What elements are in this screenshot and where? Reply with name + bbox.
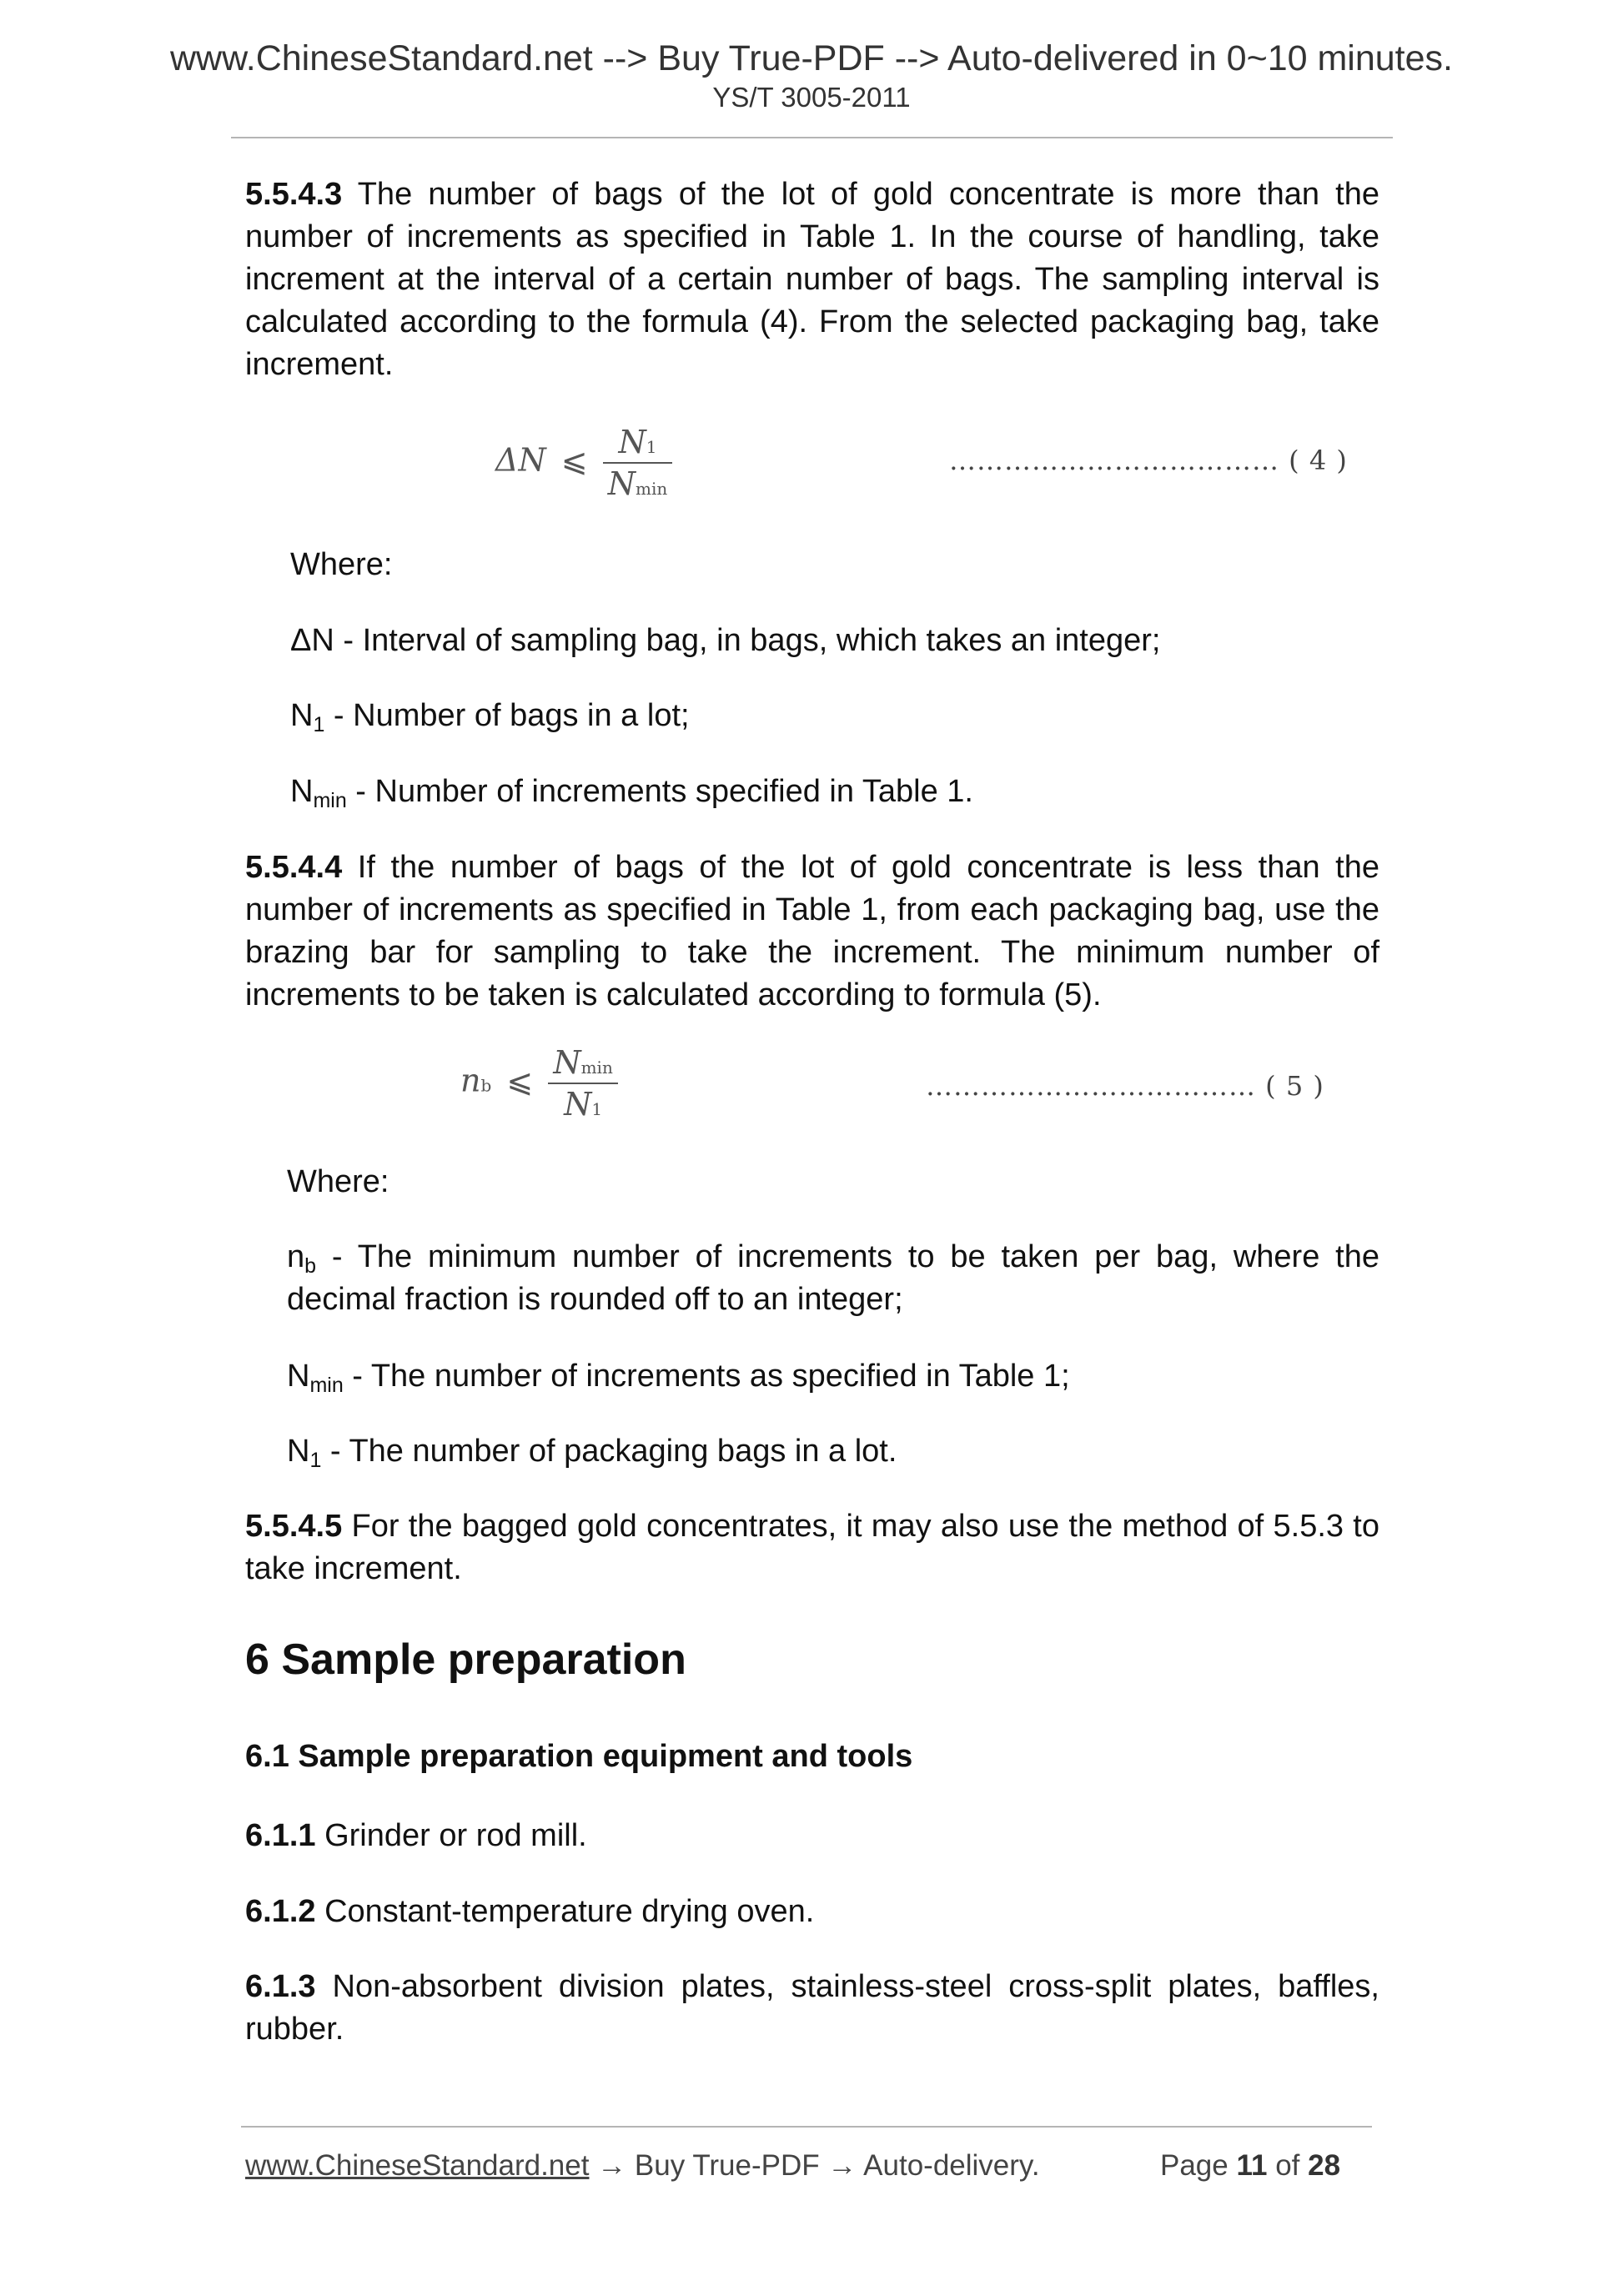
where-label-4: Where: [290, 547, 393, 582]
formula-fraction [603, 424, 673, 502]
standard-number: YS/T 3005-2011 [712, 82, 911, 113]
clause-number: 6.1.1 [245, 1818, 316, 1853]
definition-nmin-5 [287, 1355, 1379, 1398]
symbol-subscript: b [304, 1254, 317, 1278]
symbol: n [287, 1239, 305, 1274]
clause-text: Grinder or rod mill. [324, 1818, 587, 1853]
leader-dots: ……………………………… [949, 445, 1279, 476]
formula-4-leader [949, 445, 1348, 476]
symbol-subscript: min [309, 1374, 344, 1397]
fraction-denominator: N [607, 465, 636, 502]
formula-lhs: ΔN [495, 441, 546, 479]
symbol-subscript: 1 [309, 1449, 322, 1472]
clause-6-1-1 [245, 1815, 1379, 1857]
symbol-subscript: 1 [313, 713, 325, 736]
clause-text: Non-absorbent division plates, stainless-steel cross-split plates, baffles, rubber. [245, 1969, 1379, 2047]
denominator-subscript: 1 [591, 1099, 603, 1119]
leq-symbol: ⩽ [506, 1062, 534, 1099]
definition-text: - Number of increments specified in Table 1. [346, 774, 973, 809]
clause-number: 5.5.4.3 [245, 177, 343, 212]
definition-text: - Number of bags in a lot; [324, 698, 690, 733]
page-indicator [1160, 2149, 1340, 2183]
footer-nav-text: → Buy True-PDF → Auto-delivery. [589, 2149, 1040, 2182]
clause-5-5-4-5 [245, 1505, 1379, 1590]
formula-fraction [548, 1044, 618, 1123]
clause-number: 6.1.2 [245, 1894, 316, 1929]
fraction-numerator: N [618, 424, 646, 460]
header-divider [231, 137, 1393, 138]
formula-number: ( 4 ) [1289, 445, 1348, 476]
definition-text: - The minimum number of increments to be taken per bag, where the decimal fraction is rounded off to an integer; [287, 1239, 1379, 1317]
footer-left [245, 2149, 1040, 2183]
definition-nb [287, 1236, 1379, 1321]
header-banner: www.ChineseStandard.net --> Buy True-PDF --> Auto-delivered in 0~10 minutes. [169, 38, 1453, 78]
denominator-subscript: min [635, 479, 668, 499]
definition-text: - The number of packaging bags in a lot. [321, 1434, 897, 1469]
page-word: Page [1160, 2149, 1229, 2182]
subsection-heading: 6.1 Sample preparation equipment and tools [245, 1739, 913, 1774]
formula-number: ( 5 ) [1265, 1070, 1324, 1102]
numerator-subscript: min [580, 1058, 613, 1078]
definition-text: - Interval of sampling bag, in bags, which takes an integer; [334, 623, 1161, 658]
clause-text: For the bagged gold concentrates, it may also use the method of 5.5.3 to take increment. [245, 1509, 1379, 1586]
symbol: N [290, 698, 314, 733]
formula-5 [460, 1044, 618, 1123]
clause-text: Constant-temperature drying oven. [324, 1894, 815, 1929]
fraction-denominator: N [564, 1086, 592, 1123]
clause-number: 5.5.4.4 [245, 850, 343, 885]
clause-text: The number of bags of the lot of gold concentrate is more than the number of increments as specified in Table 1. In the course of handling, take increment at the interval of a certain number of bags. The sampling interval is calculated according to the formula (4). From the selected packaging bag, take increment. [245, 177, 1379, 382]
definition-delta-n [290, 620, 1379, 662]
clause-6-1-3 [245, 1966, 1379, 2051]
definition-text: - The number of increments as specified in Table 1; [343, 1359, 1070, 1394]
symbol: N [287, 1434, 310, 1469]
page-number: 11 [1236, 2149, 1268, 2182]
formula-4 [495, 424, 672, 502]
numerator-subscript: 1 [646, 437, 657, 457]
leq-symbol: ⩽ [560, 441, 588, 479]
clause-6-1-2 [245, 1891, 1379, 1933]
lhs-subscript: b [480, 1075, 492, 1096]
formula-5-leader [926, 1070, 1324, 1102]
clause-5-5-4-4 [245, 847, 1379, 1017]
symbol: N [287, 1359, 310, 1394]
clause-5-5-4-3 [245, 173, 1379, 386]
symbol-subscript: min [313, 789, 347, 812]
page-total: 28 [1308, 2149, 1341, 2182]
footer-link[interactable]: www.ChineseStandard.net [245, 2149, 590, 2182]
symbol: ΔN [290, 623, 334, 658]
definition-nmin [290, 771, 1379, 813]
clause-text: If the number of bags of the lot of gold concentrate is less than the number of increments as specified in Table 1, from each packaging bag, use the brazing bar for sampling to take the increment. The minimum number of increments to be taken is calculated according to formula (5). [245, 850, 1379, 1012]
clause-number: 6.1.3 [245, 1969, 316, 2004]
where-label-5: Where: [287, 1164, 389, 1199]
formula-lhs: n [460, 1062, 481, 1099]
fraction-numerator: N [553, 1044, 581, 1081]
footer-divider [241, 2126, 1372, 2128]
section-heading: 6 Sample preparation [245, 1635, 686, 1684]
of-word: of [1275, 2149, 1300, 2182]
definition-n1-5 [287, 1430, 1379, 1473]
definition-n1 [290, 695, 1379, 737]
symbol: N [290, 774, 314, 809]
clause-number: 5.5.4.5 [245, 1509, 343, 1544]
leader-dots: ……………………………… [926, 1070, 1256, 1102]
